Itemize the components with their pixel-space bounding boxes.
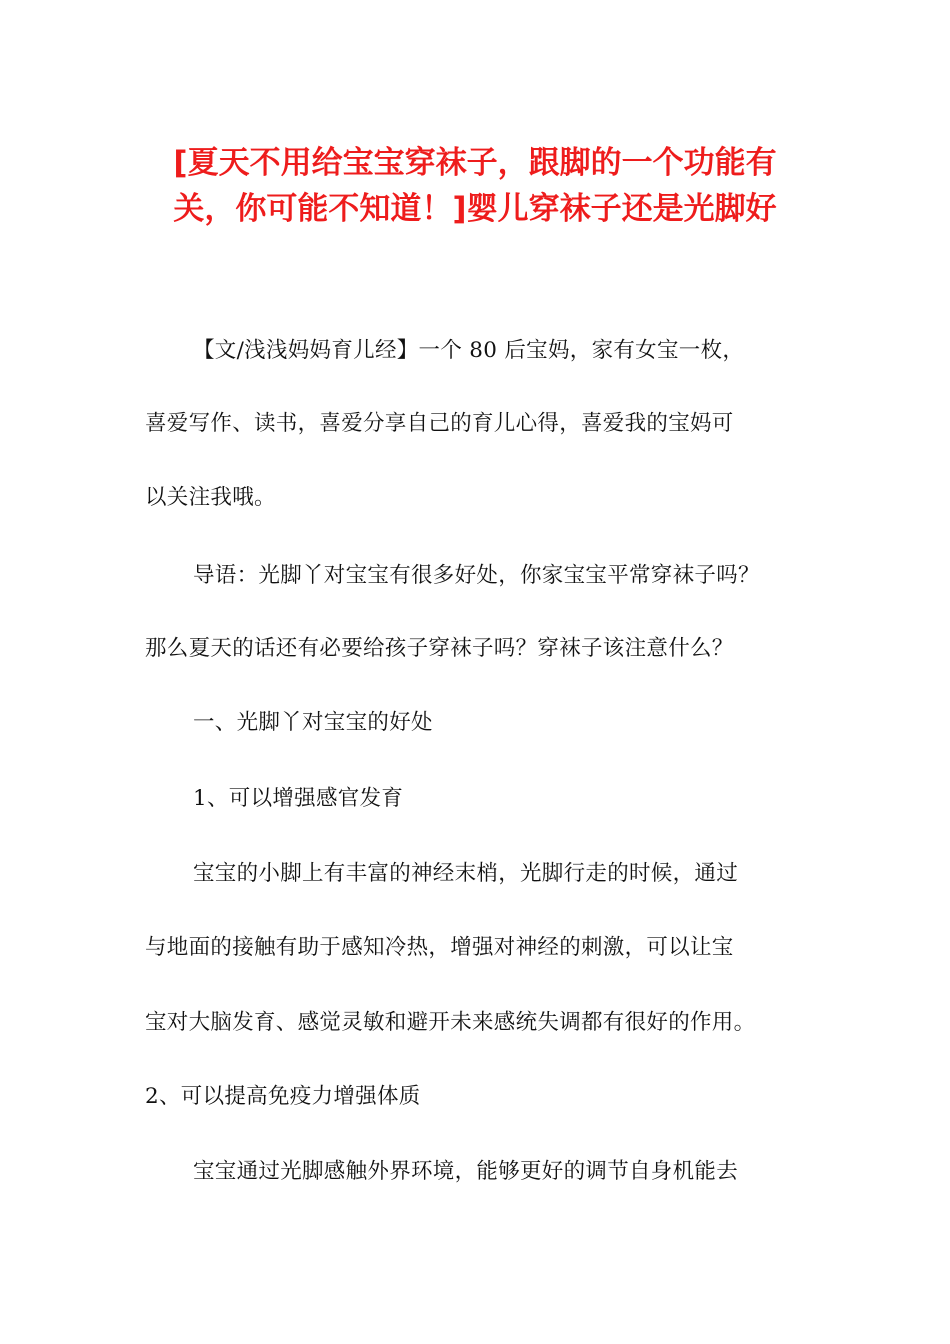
body-line: 宝对大脑发育、感觉灵敏和避开未来感统失调都有很好的作用。 <box>145 1010 756 1035</box>
body-line: 与地面的接触有助于感知冷热，增强对神经的刺激，可以让宝 <box>145 935 734 960</box>
subsection-heading: 1、可以增强感官发育 <box>193 786 404 811</box>
body-line: 导语：光脚丫对宝宝有很多好处，你家宝宝平常穿袜子吗？ <box>193 563 760 588</box>
body-line: 宝宝的小脚上有丰富的神经末梢，光脚行走的时候，通过 <box>193 861 739 886</box>
title-line: [夏天不用给宝宝穿袜子，跟脚的一个功能有 <box>173 145 777 181</box>
subsection-heading: 2、可以提高免疫力增强体质 <box>145 1084 421 1109</box>
body-line: 以关注我哦。 <box>145 485 276 510</box>
body-line: 宝宝通过光脚感触外界环境，能够更好的调节自身机能去 <box>193 1159 739 1184</box>
body-line: 【文/浅浅妈妈育儿经】一个 80 后宝妈，家有女宝一枚， <box>193 338 745 363</box>
document-title <box>145 140 805 232</box>
body-line: 那么夏天的话还有必要给孩子穿袜子吗？穿袜子该注意什么？ <box>145 636 734 661</box>
body-line: 喜爱写作、读书，喜爱分享自己的育儿心得，喜爱我的宝妈可 <box>145 411 734 436</box>
title-line: 关，你可能不知道！]婴儿穿袜子还是光脚好 <box>173 191 777 227</box>
section-heading: 一、光脚丫对宝宝的好处 <box>193 710 433 735</box>
